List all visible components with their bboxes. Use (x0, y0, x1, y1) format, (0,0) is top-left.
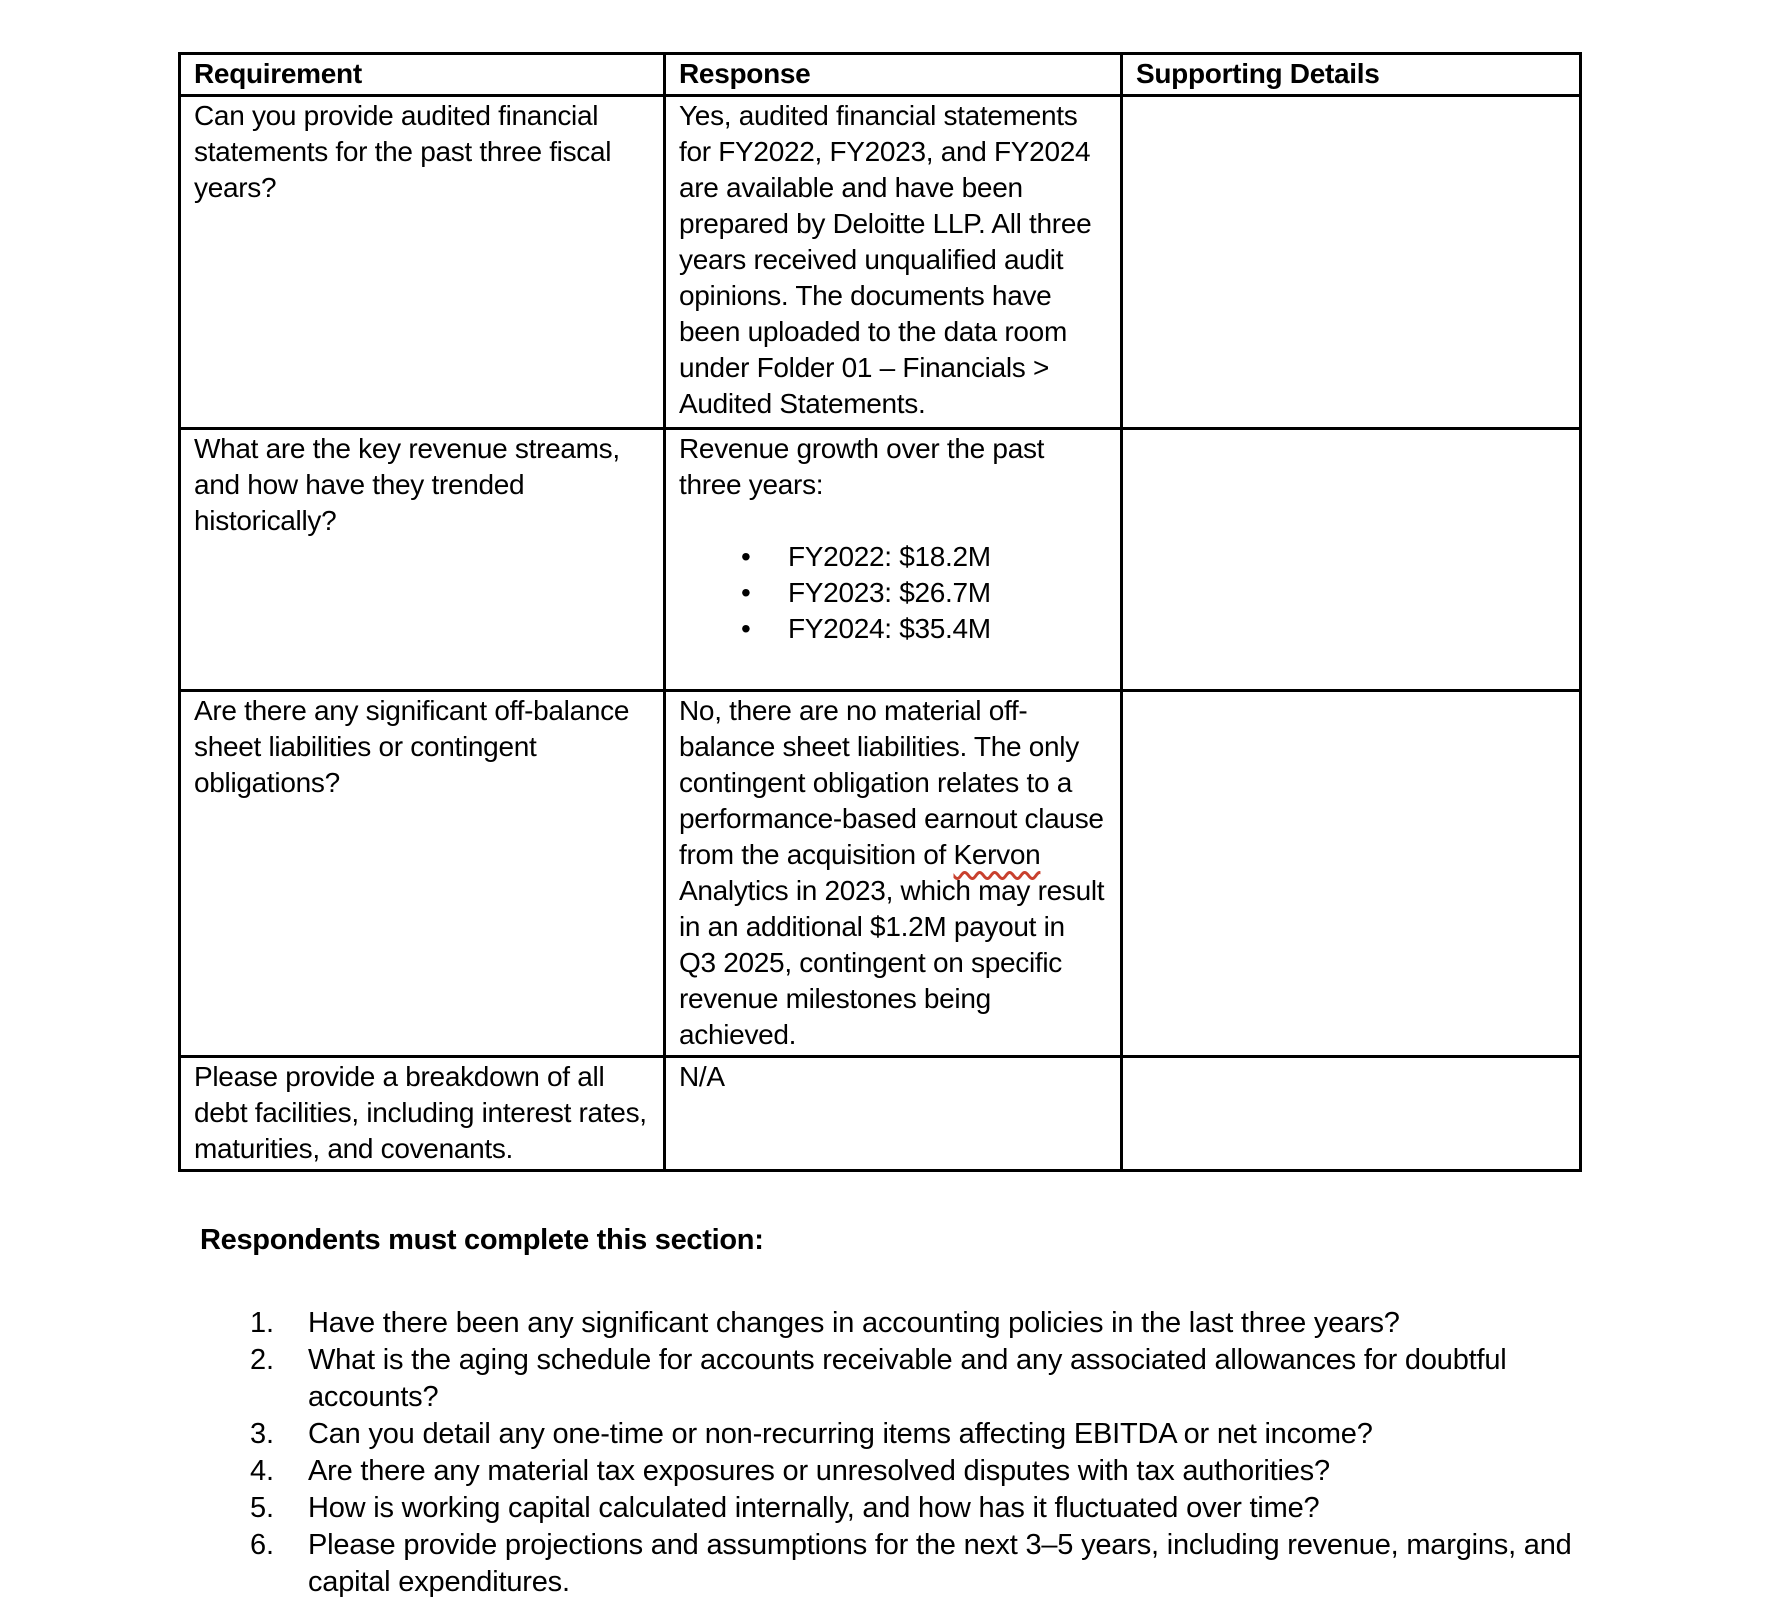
supporting-details-cell[interactable] (1122, 429, 1581, 691)
response-cell: N/A (665, 1057, 1122, 1171)
requirement-cell: Can you provide audited financial statements for the past three fiscal years? (180, 96, 665, 429)
table-header-row (180, 54, 1581, 96)
revenue-bullet-list (679, 539, 1108, 647)
misspelled-word: Kervon (953, 839, 1041, 870)
bullet-icon: • (741, 541, 751, 572)
response-cell (665, 691, 1122, 1057)
bullet-icon: • (741, 613, 751, 644)
column-header-response: Response (665, 54, 1122, 96)
supporting-details-cell[interactable] (1122, 96, 1581, 429)
list-item (741, 539, 1108, 575)
revenue-value: FY2023: $26.7M (788, 577, 991, 608)
requirement-cell: What are the key revenue streams, and how have they trended historically? (180, 429, 665, 691)
table-row (180, 96, 1581, 429)
list-item (741, 575, 1108, 611)
supporting-details-cell[interactable] (1122, 1057, 1581, 1171)
section-heading: Respondents must complete this section: (200, 1224, 764, 1256)
follow-up-questions-list (250, 1305, 1625, 1601)
response-cell: Yes, audited financial statements for FY2022, FY2023, and FY2024 are available and have been prepared by Deloitte LLP. All three years received unqualified audit opinions. The documents have been uploaded to the data room under Folder 01 – Financials > Audited Statements. (665, 96, 1122, 429)
revenue-value: FY2022: $18.2M (788, 541, 991, 572)
revenue-value: FY2024: $35.4M (788, 613, 991, 644)
list-item (741, 611, 1108, 647)
table-row (180, 691, 1581, 1057)
column-header-supporting-details: Supporting Details (1122, 54, 1581, 96)
list-item: What is the aging schedule for accounts receivable and any associated allowances for doubtful accounts? (308, 1344, 1507, 1413)
response-text: No, there are no material off-balance sheet liabilities. The only contingent obligation relates to a performance-based earnout clause from the acquisition of (679, 695, 1104, 870)
bullet-icon: • (741, 577, 751, 608)
requirements-table (178, 52, 1582, 1172)
requirement-cell: Are there any significant off-balance sheet liabilities or contingent obligations? (180, 691, 665, 1057)
table-row (180, 429, 1581, 691)
list-item: How is working capital calculated internally, and how has it fluctuated over time? (308, 1492, 1320, 1524)
list-item: Are there any material tax exposures or unresolved disputes with tax authorities? (308, 1455, 1330, 1487)
requirement-cell: Please provide a breakdown of all debt facilities, including interest rates, maturities, and covenants. (180, 1057, 665, 1171)
response-cell (665, 429, 1122, 691)
response-intro-text: Revenue growth over the past three years: (679, 433, 1045, 500)
column-header-requirement: Requirement (180, 54, 665, 96)
list-item: Have there been any significant changes in accounting policies in the last three years? (308, 1307, 1400, 1339)
supporting-details-cell[interactable] (1122, 691, 1581, 1057)
table-row (180, 1057, 1581, 1171)
list-item: Please provide projections and assumptions for the next 3–5 years, including revenue, margins, and capital expenditures. (308, 1529, 1572, 1598)
response-text: Analytics in 2023, which may result in an additional $1.2M payout in Q3 2025, contingent on specific revenue milestones being achieved. (679, 875, 1105, 1050)
list-item: Can you detail any one-time or non-recurring items affecting EBITDA or net income? (308, 1418, 1373, 1450)
